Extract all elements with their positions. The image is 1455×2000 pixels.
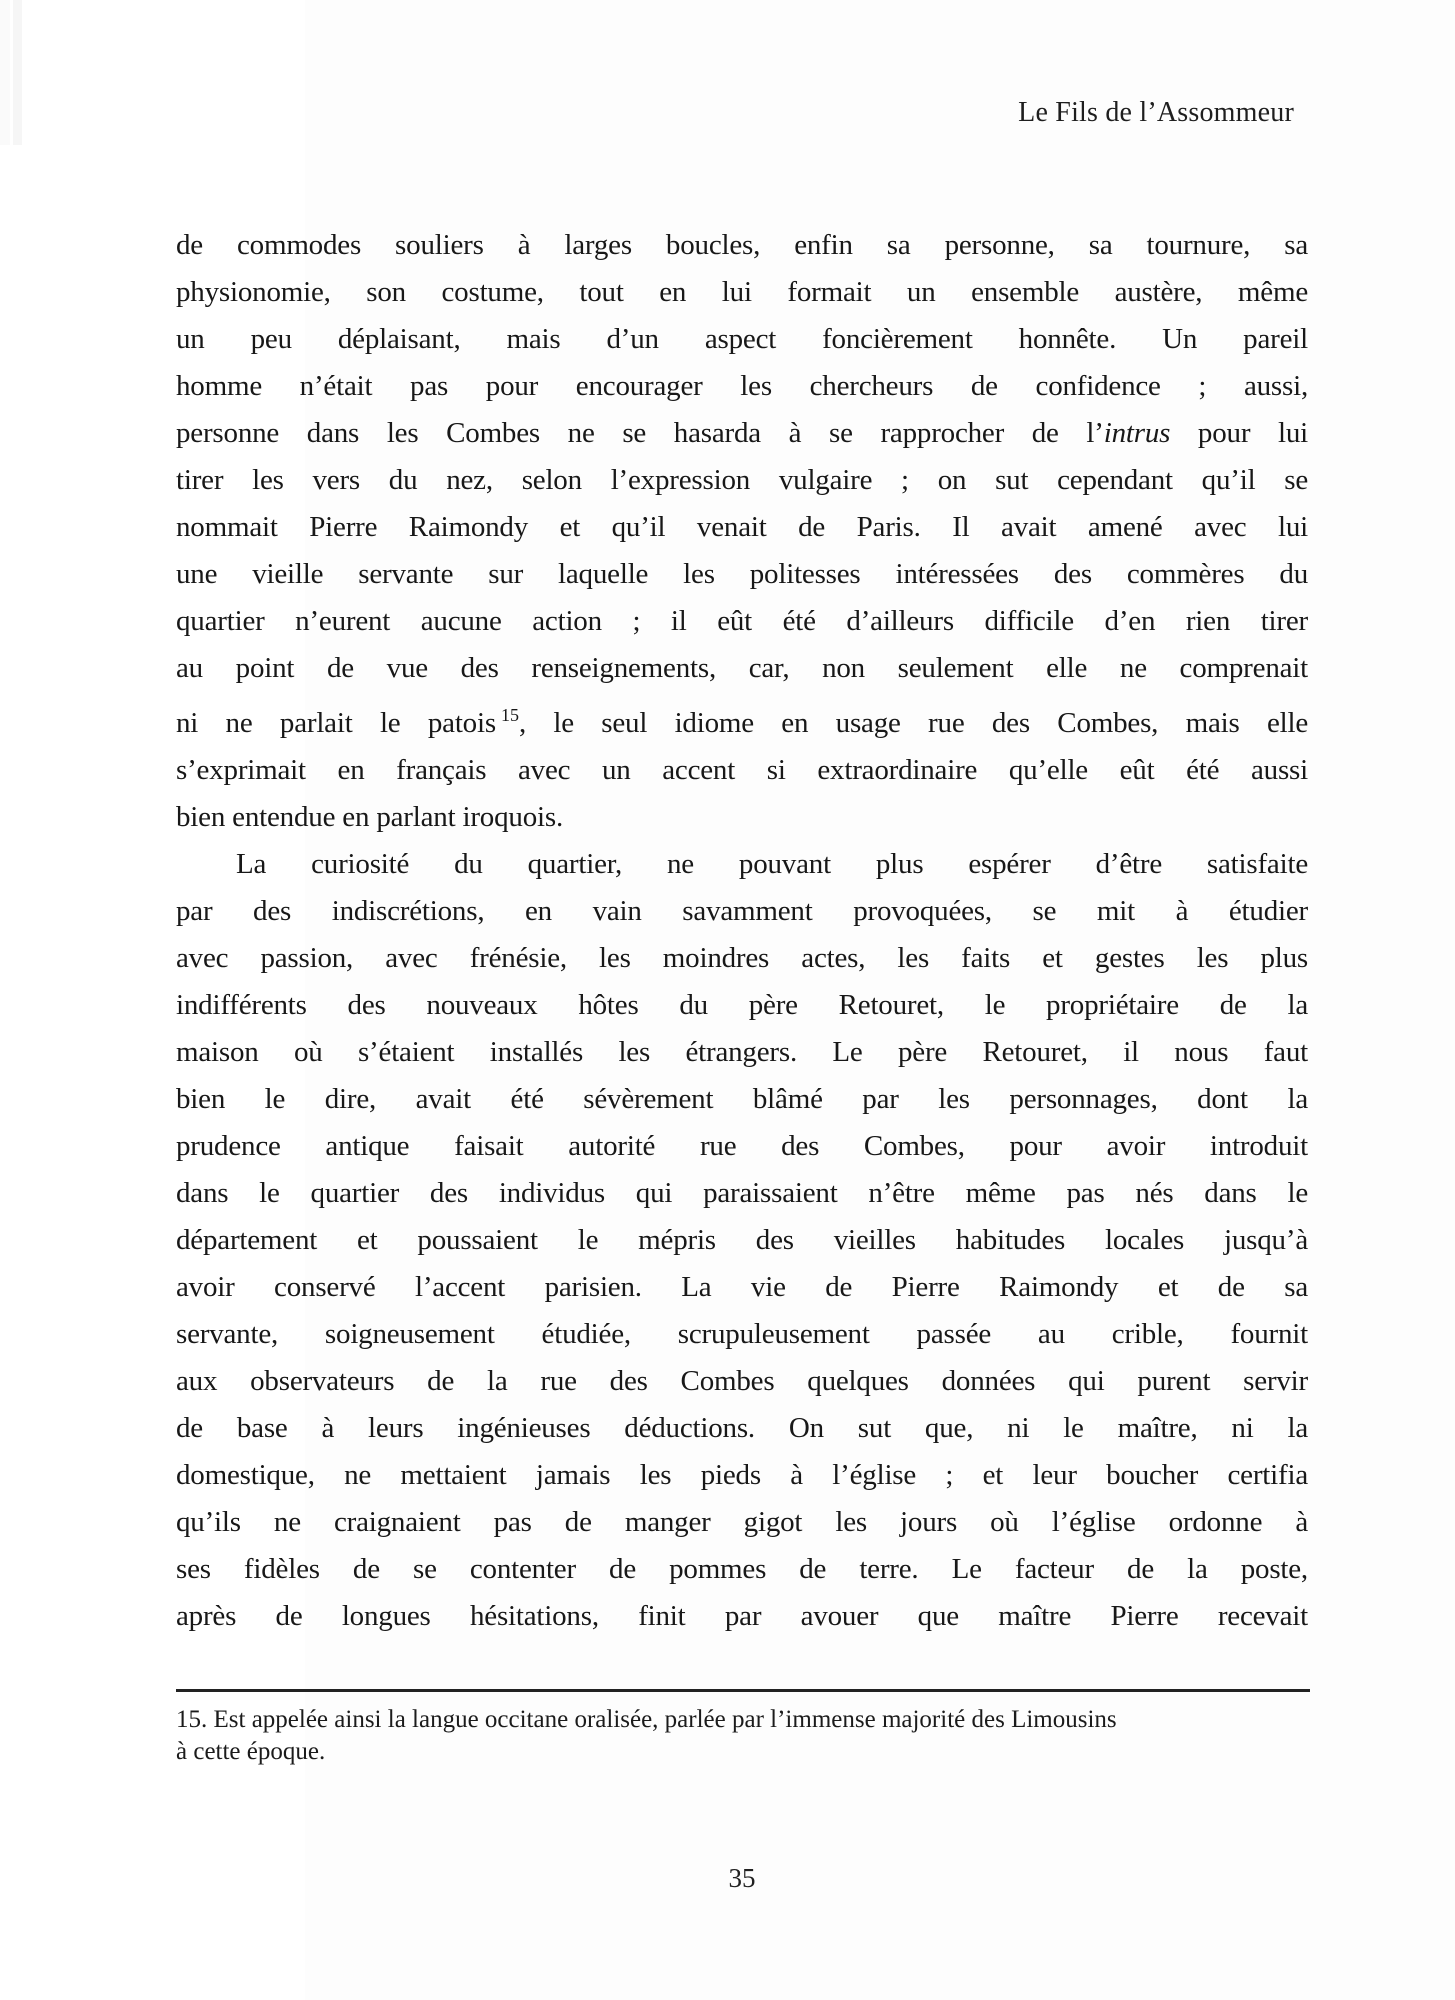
text-line [176,1170,1308,1217]
emphasis-text: intrus [1103,417,1171,449]
text-line [176,222,1308,269]
text-segment: maison où s’étaient installés les étrangers. Le père Retouret, il nous faut [176,1036,1308,1068]
text-line [176,1029,1308,1076]
text-line [176,747,1308,794]
text-segment: , le seul idiome en usage rue des Combes, mais elle [518,707,1308,739]
footnote-line: 15. Est appelée ainsi la langue occitane oralisée, parlée par l’immense majorité des Limousins [176,1706,1117,1733]
text-line [176,1311,1308,1358]
text-segment: une vieille servante sur laquelle les politesses intéressées des commères du [176,558,1308,590]
text-line [176,363,1308,410]
text-line [176,1452,1308,1499]
text-line [176,269,1308,316]
text-line [176,1358,1308,1405]
text-segment: de commodes souliers à larges boucles, enfin sa personne, sa tournure, sa [176,229,1308,261]
text-segment: indifférents des nouveaux hôtes du père Retouret, le propriétaire de la [176,989,1308,1021]
text-line [176,1076,1308,1123]
text-segment: personne dans les Combes ne se hasarda à se rapprocher de l’ [176,417,1104,449]
text-line [176,1499,1308,1546]
text-segment: La curiosité du quartier, ne pouvant plus espérer d’être satisfaite [236,848,1308,880]
text-line [176,410,1308,457]
text-segment: après de longues hésitations, finit par avouer que maître Pierre recevait [176,1600,1308,1632]
text-segment: dans le quartier des individus qui paraissaient n’être même pas nés dans le [176,1177,1308,1209]
text-line [176,598,1308,645]
text-segment: département et poussaient le mépris des vieilles habitudes locales jusqu’à [176,1224,1308,1256]
text-segment: ses fidèles de se contenter de pommes de terre. Le facteur de la poste, [176,1553,1308,1585]
text-segment: ni ne parlait le patois [176,707,496,739]
text-line [176,1405,1308,1452]
text-line [176,551,1308,598]
text-segment: de base à leurs ingénieuses déductions. On sut que, ni le maître, ni la [176,1412,1308,1444]
text-line [176,1546,1308,1593]
text-line [176,935,1308,982]
scan-artifact [13,0,22,145]
text-segment: au point de vue des renseignements, car, non seulement elle ne comprenait [176,652,1308,684]
text-segment: homme n’était pas pour encourager les chercheurs de confidence ; aussi, [176,370,1308,402]
text-line [176,1217,1308,1264]
text-segment: bien le dire, avait été sévèrement blâmé par les personnages, dont la [176,1083,1308,1115]
text-line [176,1593,1308,1640]
text-segment: nommait Pierre Raimondy et qu’il venait de Paris. Il avait amené avec lui [176,511,1308,543]
text-line [176,692,1308,747]
text-line [176,457,1308,504]
text-segment: servante, soigneusement étudiée, scrupuleusement passée au crible, fournit [176,1318,1308,1350]
text-segment: physionomie, son costume, tout en lui formait un ensemble austère, même [176,276,1308,308]
text-segment: bien entendue en parlant iroquois. [176,801,563,833]
text-segment: un peu déplaisant, mais d’un aspect foncièrement honnête. Un pareil [176,323,1308,355]
text-segment: qu’ils ne craignaient pas de manger gigot les jours où l’église ordonne à [176,1506,1308,1538]
text-line [176,316,1308,363]
text-line [176,1264,1308,1311]
text-segment: prudence antique faisait autorité rue des Combes, pour avoir introduit [176,1130,1308,1162]
text-line [176,888,1308,935]
text-segment: pour lui [1170,417,1308,449]
text-segment: par des indiscrétions, en vain savamment provoquées, se mit à étudier [176,895,1308,927]
text-line [176,794,1308,841]
text-line [176,645,1308,692]
text-segment: quartier n’eurent aucune action ; il eût été d’ailleurs difficile d’en rien tirer [176,605,1308,637]
text-segment: avec passion, avec frénésie, les moindres actes, les faits et gestes les plus [176,942,1308,974]
text-line [176,1123,1308,1170]
footnote [176,1704,1308,1768]
text-segment: avoir conservé l’accent parisien. La vie de Pierre Raimondy et de sa [176,1271,1308,1303]
text-segment: tirer les vers du nez, selon l’expression vulgaire ; on sut cependant qu’il se [176,464,1308,496]
text-line [176,841,1308,888]
text-line [176,982,1308,1029]
body-text [176,222,1308,1640]
running-header: Le Fils de l’Assommeur [1018,97,1294,128]
text-segment: s’exprimait en français avec un accent si extraordinaire qu’elle eût été aussi [176,754,1308,786]
footnote-ref: 15 [500,705,519,725]
page-number: 35 [728,1863,756,1893]
text-line [176,504,1308,551]
text-segment: domestique, ne mettaient jamais les pieds à l’église ; et leur boucher certifia [176,1459,1308,1491]
footnote-rule [176,1689,1310,1692]
text-segment: aux observateurs de la rue des Combes quelques données qui purent servir [176,1365,1308,1397]
footnote-line: à cette époque. [176,1738,326,1765]
scan-artifact [0,0,10,145]
